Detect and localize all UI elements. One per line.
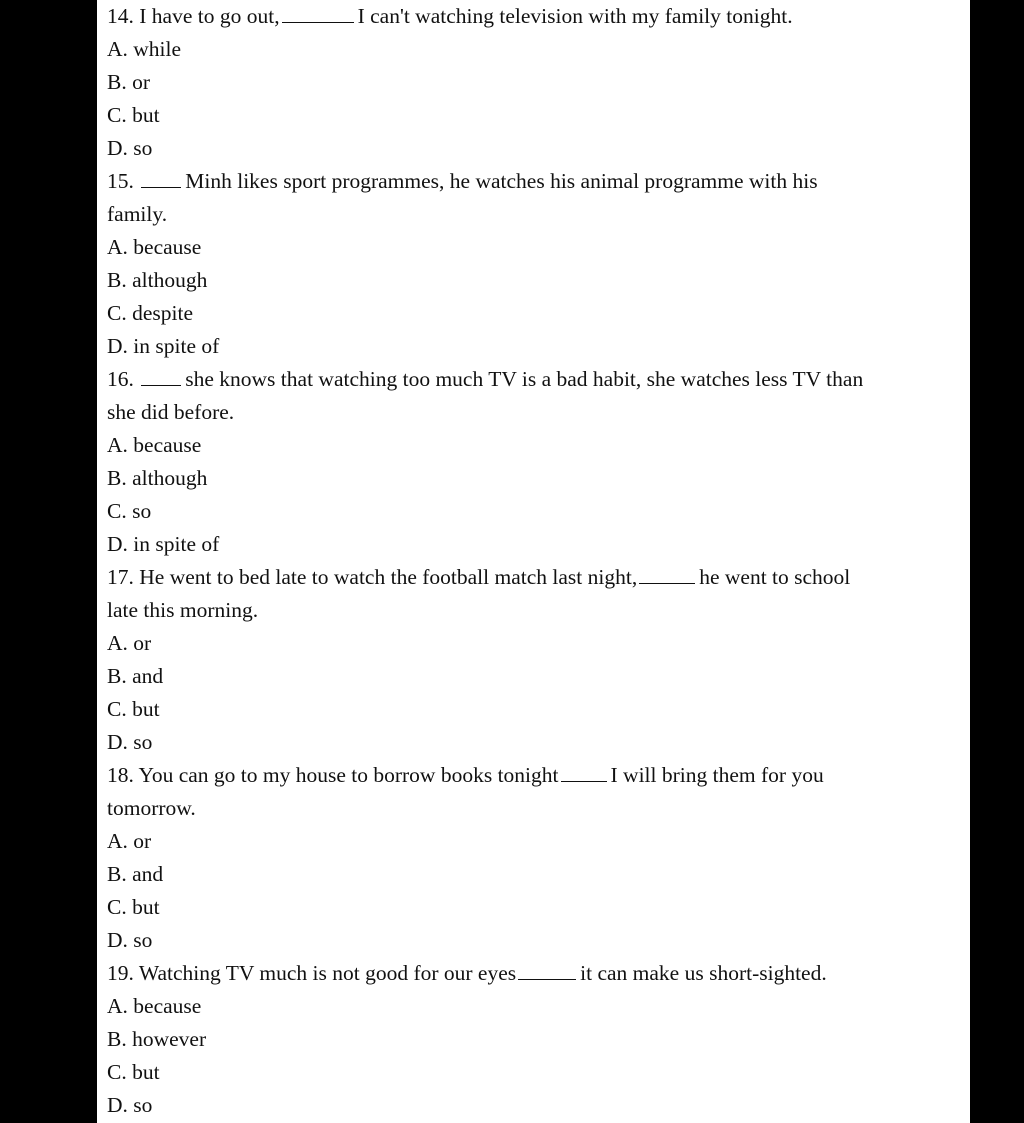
question-text-after: she knows that watching too much TV is a bad habit, she watches less TV than [185,367,864,391]
question-text-after: I will bring them for you [610,763,824,787]
question-text-after: it can make us short-sighted. [580,961,827,985]
option-d: D. in spite of [107,532,220,556]
question-text-before: I have to go out, [139,4,280,28]
option-a: A. because [107,235,202,259]
option-b: B. and [107,862,164,886]
option-b: B. although [107,268,208,292]
option-c: C. so [107,499,152,523]
option-a: A. because [107,433,202,457]
question-number: 16. [107,367,134,391]
answer-blank [282,0,354,23]
option-d: D. so [107,928,153,952]
question-18-stem-continued: tomorrow. [107,796,196,820]
option-d: D. so [107,1093,153,1117]
question-15-stem [107,165,959,198]
question-number: 18. [107,763,134,787]
option-a: A. while [107,37,182,61]
question-14-stem [107,0,959,33]
answer-blank [141,363,181,386]
question-text-before: Watching TV much is not good for our eyes [138,961,517,985]
question-19-stem [107,957,959,990]
question-17-stem [107,561,959,594]
document-page [97,0,970,1123]
question-text-after: I can't watching television with my family tonight. [357,4,793,28]
question-16-stem-continued: she did before. [107,400,235,424]
option-d: D. so [107,136,153,160]
question-number: 17. [107,565,134,589]
answer-blank [639,561,695,584]
option-d: D. so [107,730,153,754]
option-c: C. despite [107,301,193,325]
option-c: C. but [107,895,160,919]
option-c: C. but [107,103,160,127]
answer-blank [141,165,181,188]
option-a: A. because [107,994,202,1018]
option-b: B. or [107,70,150,94]
option-c: C. but [107,697,160,721]
question-number: 14. [107,4,134,28]
question-17-stem-continued: late this morning. [107,598,259,622]
question-16-stem [107,363,959,396]
option-b: B. however [107,1027,207,1051]
question-15-stem-continued: family. [107,202,168,226]
question-18-stem [107,759,959,792]
option-b: B. and [107,664,164,688]
question-number: 15. [107,169,134,193]
option-a: A. or [107,829,152,853]
option-b: B. although [107,466,208,490]
question-text-before: He went to bed late to watch the football match last night, [139,565,638,589]
option-c: C. but [107,1060,160,1084]
answer-blank [561,759,607,782]
option-d: D. in spite of [107,334,220,358]
answer-blank [518,957,576,980]
question-text-after: he went to school [699,565,851,589]
question-list [107,0,959,1122]
question-number: 19. [107,961,134,985]
option-a: A. or [107,631,152,655]
question-text-before: You can go to my house to borrow books tonight [138,763,559,787]
question-text-after: Minh likes sport programmes, he watches his animal programme with his [185,169,818,193]
